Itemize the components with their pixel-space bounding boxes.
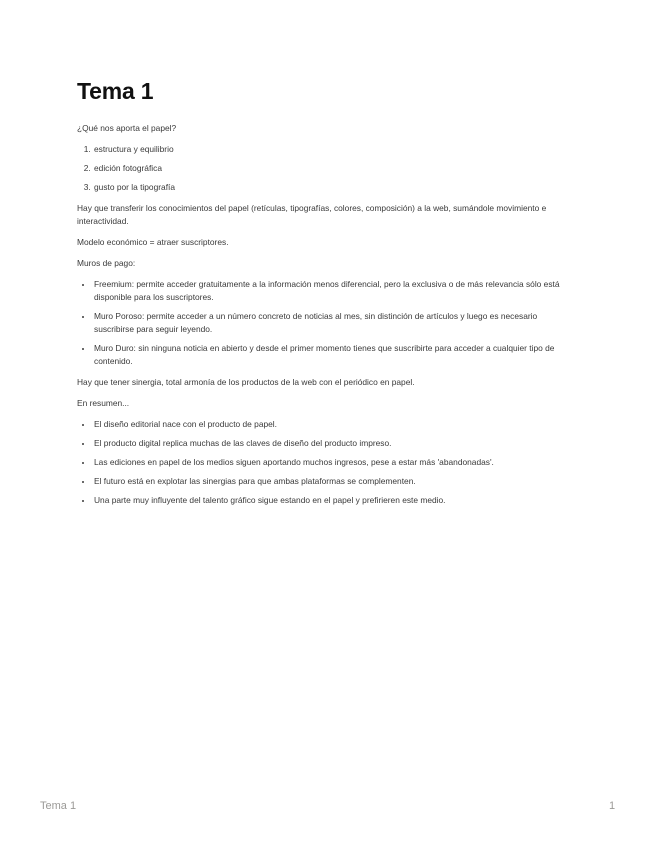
list-item: 1. estructura y equilibrio <box>93 143 579 156</box>
footer-page-number: 1 <box>609 800 616 812</box>
economic-model-paragraph: Modelo económico = atraer suscriptores. <box>77 237 229 247</box>
paywalls-heading: Muros de pago: <box>77 258 136 268</box>
list-item: 3. gusto por la tipografía <box>93 181 579 194</box>
synergy-paragraph: Hay que tener sinergia, total armonía de los productos de la web con el periódico en papel. <box>77 377 415 387</box>
list-item: • El futuro está en explotar las sinergias para que ambas plataformas se complementen. <box>93 475 579 488</box>
intro-question: ¿Qué nos aporta el papel? <box>77 123 177 133</box>
paper-contributions-list <box>77 143 579 194</box>
paywalls-list <box>77 278 579 368</box>
list-item: • Freemium: permite acceder gratuitamente a la información menos diferencial, pero la exclusiva o de más relevancia sólo está disponible para los suscriptores. <box>93 278 579 304</box>
list-item: • Muro Duro: sin ninguna noticia en abierto y desde el primer momento tienes que suscribirte para acceder a cualquier tipo de contenido. <box>93 342 579 368</box>
list-item: 2. edición fotográfica <box>93 162 579 175</box>
footer-doc-title: Tema 1 <box>40 800 77 812</box>
list-item: • El diseño editorial nace con el producto de papel. <box>93 418 579 431</box>
page-title: Tema 1 <box>77 78 154 104</box>
transfer-paragraph: Hay que transferir los conocimientos del papel (retículas, tipografías, colores, composición) a la web, sumándole movimiento e interactividad. <box>77 203 547 226</box>
summary-list <box>77 418 579 507</box>
summary-heading: En resumen... <box>77 398 130 408</box>
document-page <box>77 76 579 515</box>
list-item: • Las ediciones en papel de los medios siguen aportando muchos ingresos, pese a estar más 'abandonadas'. <box>93 456 579 469</box>
list-item: • El producto digital replica muchas de las claves de diseño del producto impreso. <box>93 437 579 450</box>
list-item: • Muro Poroso: permite acceder a un número concreto de noticias al mes, sin distinción de artículos y luego es necesario suscribirse para seguir leyendo. <box>93 310 579 336</box>
list-item: • Una parte muy influyente del talento gráfico sigue estando en el papel y prefirieren este medio. <box>93 494 579 507</box>
